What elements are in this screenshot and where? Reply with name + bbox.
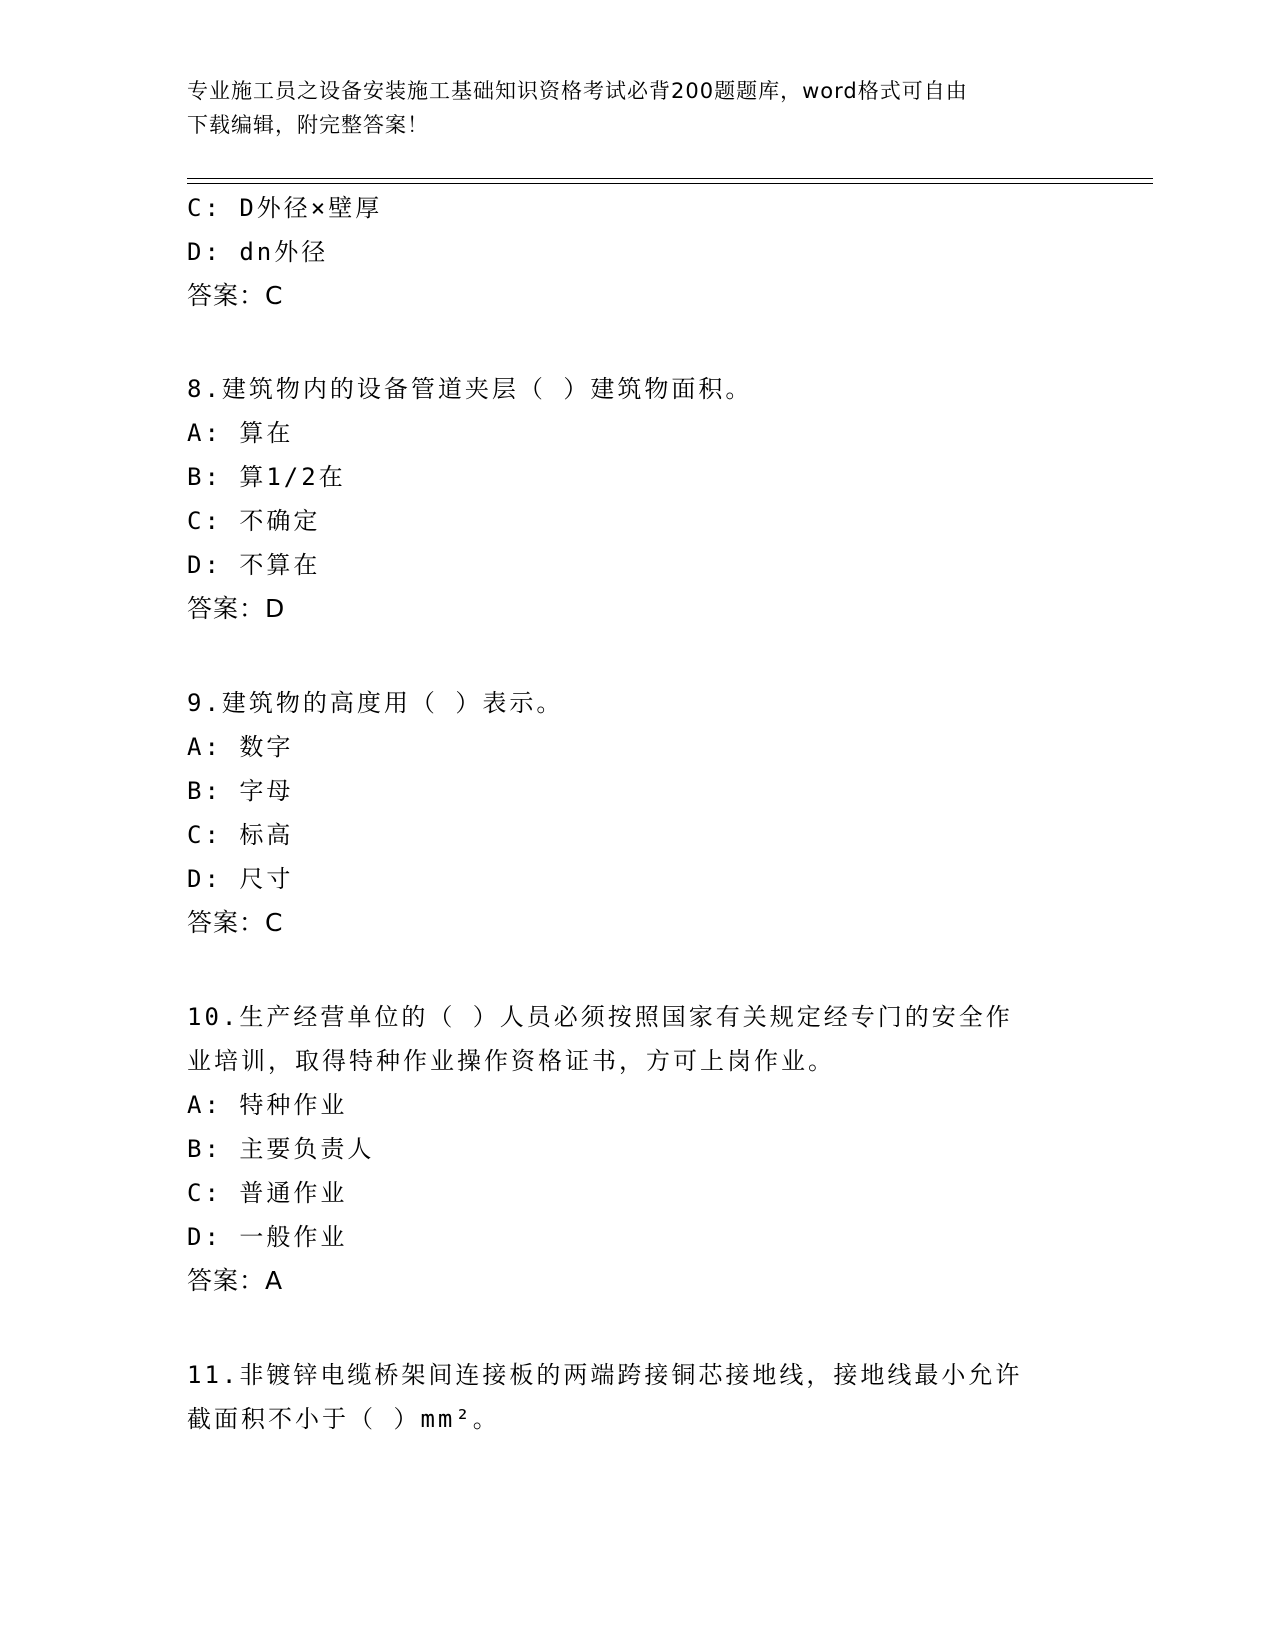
- header-line-2: 下载编辑，附完整答案！: [187, 113, 429, 137]
- q9-option-a: A: 数字: [187, 733, 294, 761]
- q10-stem-line-1: 10.生产经营单位的（ ）人员必须按照国家有关规定经专门的安全作: [187, 1003, 1013, 1031]
- q10-stem-line-2: 业培训，取得特种作业操作资格证书，方可上岗作业。: [187, 1047, 835, 1075]
- header-line-1: 专业施工员之设备安装施工基础知识资格考试必背200题题库，word格式可自由: [187, 79, 968, 103]
- q8-answer: 答案：D: [187, 594, 286, 623]
- q10-option-a: A: 特种作业: [187, 1091, 348, 1119]
- q9-option-b: B: 字母: [187, 777, 294, 805]
- document-header: [187, 74, 1067, 142]
- q10-answer: 答案：A: [187, 1266, 284, 1295]
- q8-option-a: A: 算在: [187, 419, 294, 447]
- q11-stem-line-1: 11.非镀锌电缆桥架间连接板的两端跨接铜芯接地线，接地线最小允许: [187, 1361, 1023, 1389]
- q9-answer: 答案：C: [187, 908, 284, 937]
- header-rule-top: [187, 178, 1153, 179]
- q8-option-b: B: 算1/2在: [187, 463, 346, 491]
- q7-option-c: C: D外径×壁厚: [187, 194, 383, 222]
- q9-option-c: C: 标高: [187, 821, 294, 849]
- q8-stem: 8.建筑物内的设备管道夹层（ ）建筑物面积。: [187, 375, 753, 403]
- q10-option-d: D: 一般作业: [187, 1223, 348, 1251]
- header-rule-bottom: [187, 183, 1153, 184]
- q9-option-d: D: 尺寸: [187, 865, 294, 893]
- q10-option-b: B: 主要负责人: [187, 1135, 375, 1163]
- q9-stem: 9.建筑物的高度用（ ）表示。: [187, 689, 564, 717]
- q8-option-d: D: 不算在: [187, 551, 321, 579]
- q7-answer: 答案：C: [187, 281, 284, 310]
- q8-option-c: C: 不确定: [187, 507, 321, 535]
- q10-option-c: C: 普通作业: [187, 1179, 348, 1207]
- q7-option-d: D: dn外径: [187, 238, 329, 266]
- q11-stem-line-2: 截面积不小于（ ）mm²。: [187, 1405, 500, 1433]
